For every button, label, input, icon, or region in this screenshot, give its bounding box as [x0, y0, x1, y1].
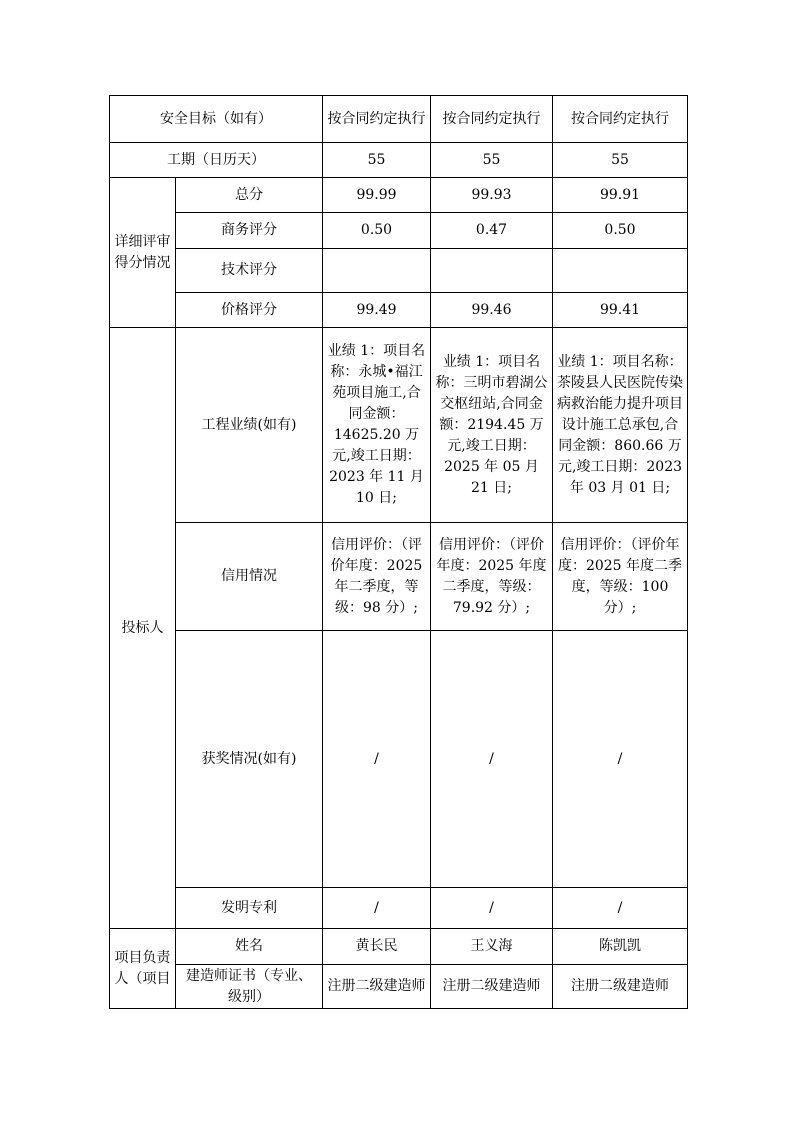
awards-value-3: / [553, 631, 688, 888]
table-row [110, 143, 688, 178]
technical-score-3 [553, 249, 688, 293]
manager-name-1: 黄长民 [323, 929, 431, 965]
price-score-1: 99.49 [323, 293, 431, 328]
table-row [110, 249, 688, 293]
awards-value-2: / [431, 631, 553, 888]
manager-group-label: 项目负责人（项目 [110, 929, 176, 1009]
total-score-3: 99.91 [553, 178, 688, 213]
business-score-label: 商务评分 [176, 213, 323, 249]
technical-score-2 [431, 249, 553, 293]
total-score-label: 总分 [176, 178, 323, 213]
credit-value-2: 信用评价：（评价年度：2025 年度二季度，等级：79.92 分）; [431, 523, 553, 631]
table-row [110, 631, 688, 888]
performance-label: 工程业绩(如有) [176, 328, 323, 523]
safety-value-2: 按合同约定执行 [431, 96, 553, 143]
total-score-1: 99.99 [323, 178, 431, 213]
patents-value-2: / [431, 888, 553, 929]
table-row [110, 213, 688, 249]
certificate-label: 建造师证书（专业、级别） [176, 965, 323, 1009]
certificate-value-3: 注册二级建造师 [553, 965, 688, 1009]
price-score-3: 99.41 [553, 293, 688, 328]
credit-label: 信用情况 [176, 523, 323, 631]
certificate-value-2: 注册二级建造师 [431, 965, 553, 1009]
table-row [110, 96, 688, 143]
patents-value-1: / [323, 888, 431, 929]
duration-value-2: 55 [431, 143, 553, 178]
bidder-group-label: 投标人 [110, 328, 176, 929]
business-score-2: 0.47 [431, 213, 553, 249]
manager-name-3: 陈凯凯 [553, 929, 688, 965]
table-row [110, 178, 688, 213]
table-row [110, 293, 688, 328]
technical-score-label: 技术评分 [176, 249, 323, 293]
duration-label: 工期（日历天） [110, 143, 323, 178]
credit-value-3: 信用评价：（评价年度：2025 年度二季度，等级：100 分）; [553, 523, 688, 631]
patents-value-3: / [553, 888, 688, 929]
total-score-2: 99.93 [431, 178, 553, 213]
safety-value-3: 按合同约定执行 [553, 96, 688, 143]
technical-score-1 [323, 249, 431, 293]
duration-value-3: 55 [553, 143, 688, 178]
table-row [110, 888, 688, 929]
table-row [110, 965, 688, 1009]
business-score-1: 0.50 [323, 213, 431, 249]
duration-value-1: 55 [323, 143, 431, 178]
safety-value-1: 按合同约定执行 [323, 96, 431, 143]
table-row [110, 328, 688, 523]
evaluation-table [109, 95, 688, 1009]
performance-value-2: 业绩 1：项目名称：三明市碧湖公交枢纽站,合同金额：2194.45 万元,竣工日期：2025 年 05 月 21 日; [431, 328, 553, 523]
table-row [110, 929, 688, 965]
certificate-value-1: 注册二级建造师 [323, 965, 431, 1009]
price-score-2: 99.46 [431, 293, 553, 328]
awards-value-1: / [323, 631, 431, 888]
manager-name-2: 王义海 [431, 929, 553, 965]
table-row [110, 523, 688, 631]
business-score-3: 0.50 [553, 213, 688, 249]
patents-label: 发明专利 [176, 888, 323, 929]
performance-value-3: 业绩 1：项目名称：茶陵县人民医院传染病救治能力提升项目设计施工总承包,合同金额：860.66 万元,竣工日期：2023 年 03 月 01 日; [553, 328, 688, 523]
awards-label: 获奖情况(如有) [176, 631, 323, 888]
performance-value-1: 业绩 1：项目名称：永城•福江苑项目施工,合同金额：14625.20 万元,竣工日期：2023 年 11 月 10 日; [323, 328, 431, 523]
safety-label: 安全目标（如有） [110, 96, 323, 143]
price-score-label: 价格评分 [176, 293, 323, 328]
credit-value-1: 信用评价：（评价年度：2025 年二季度，等级：98 分）; [323, 523, 431, 631]
scores-group-label: 详细评审得分情况 [110, 178, 176, 328]
manager-name-label: 姓名 [176, 929, 323, 965]
